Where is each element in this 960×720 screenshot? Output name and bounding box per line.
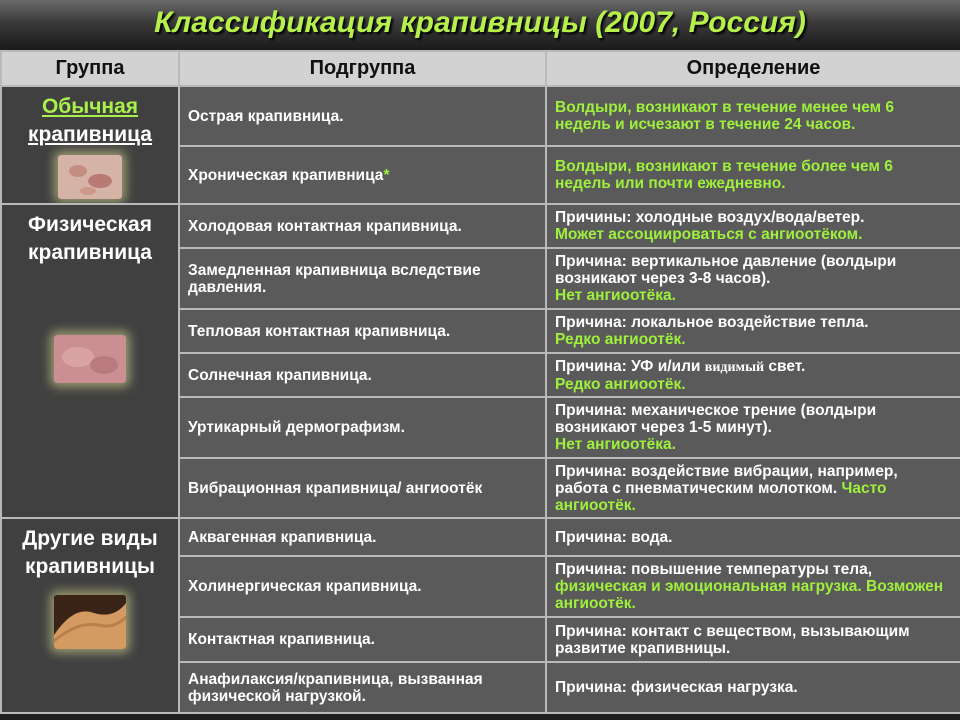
group-cell-physical [1, 204, 179, 518]
definition-text: Может ассоциироваться с ангиоотёком. [555, 226, 863, 243]
subgroup-cell [179, 617, 546, 662]
definition-text: свет. [768, 357, 806, 375]
footnote-mark: * [383, 166, 390, 184]
subgroup-text: Анафилаксия/крапивница, вызванная физической нагрузкой. [188, 670, 483, 705]
subgroup-text: Острая крапивница. [188, 107, 344, 125]
subgroup-cell [179, 353, 546, 397]
subgroup-cell [179, 146, 546, 204]
definition-text: Причина: воздействие вибрации, например, работа с пневматическим молотком. [555, 462, 898, 497]
definition-cell [546, 662, 960, 713]
subgroup-cell [179, 86, 546, 146]
subgroup-text: Контактная крапивница. [188, 631, 375, 648]
definition-text: Причина: вода. [555, 528, 673, 546]
arm-skin-thumbnail [54, 595, 126, 649]
group-label-line1[interactable]: Обычная [41, 95, 139, 118]
table-row [1, 86, 960, 146]
definition-text: Причина: УФ и/или [555, 357, 701, 375]
definition-cell [546, 556, 960, 617]
subgroup-text: Аквагенная крапивница. [188, 528, 377, 546]
definition-text: физическая и эмоциональная нагрузка. Возможен ангиоотёк. [555, 578, 944, 612]
subgroup-cell [179, 662, 546, 713]
subgroup-cell [179, 248, 546, 309]
skin-rash-thumbnail [58, 155, 122, 199]
subgroup-cell [179, 518, 546, 556]
definition-text: Часто ангиоотёк. [555, 479, 887, 514]
definition-text: видимый [704, 359, 765, 375]
definition-cell [546, 353, 960, 397]
definition-text: Причина: механическое трение (волдыри возникают через 1-5 минут). [555, 402, 877, 436]
definition-cell [546, 204, 960, 248]
table-row [1, 518, 960, 556]
definition-text: Нет ангиоотёка. [555, 287, 676, 304]
definition-cell [546, 617, 960, 662]
slide-title: Классификация крапивницы (2007, Россия) [154, 6, 806, 39]
group-cell-other [1, 518, 179, 713]
definition-text: Волдыри, возникают в течение менее чем 6 недель и исчезают в течение 24 часов. [555, 99, 895, 133]
definition-text: Волдыри, возникают в течение более чем 6 недель или почти ежедневно. [555, 158, 893, 192]
group-label-line1: Другие виды [22, 527, 158, 550]
group-label-line2: крапивницы [25, 555, 155, 578]
definition-cell [546, 146, 960, 204]
subgroup-cell [179, 397, 546, 458]
subgroup-text: Солнечная крапивница. [188, 366, 372, 384]
header-subgroup: Подгруппа [179, 51, 546, 86]
subgroup-text: Холодовая контактная крапивница. [188, 217, 462, 235]
definition-text: Причина: физическая нагрузка. [555, 679, 798, 696]
subgroup-text: Замедленная крапивница вследствие давления. [188, 261, 481, 296]
subgroup-text: Тепловая контактная крапивница. [188, 322, 451, 340]
definition-text: Редко ангиоотёк. [555, 331, 686, 348]
subgroup-cell [179, 204, 546, 248]
definition-cell [546, 248, 960, 309]
definition-cell [546, 397, 960, 458]
definition-text: Редко ангиоотёк. [555, 375, 686, 393]
subgroup-text: Вибрационная крапивница/ ангиоотёк [188, 479, 483, 497]
classification-table [0, 50, 960, 714]
group-cell-common [1, 86, 179, 204]
definition-text: Причины: холодные воздух/вода/ветер. [555, 209, 865, 226]
definition-text: Причина: локальное воздействие тепла. [555, 314, 869, 331]
subgroup-cell [179, 458, 546, 518]
definition-text: Причина: вертикальное давление (волдыри возникают через 3-8 часов). [555, 253, 897, 287]
definition-text: Причина: контакт с веществом, вызывающим развитие крапивницы. [555, 622, 910, 657]
definition-text: Причина: повышение температуры тела, [555, 561, 873, 578]
definition-cell [546, 86, 960, 146]
group-label-line2: крапивница [28, 241, 152, 264]
subgroup-text: Уртикарный дермографизм. [188, 419, 405, 436]
subgroup-cell [179, 556, 546, 617]
table-row [1, 204, 960, 248]
definition-cell [546, 518, 960, 556]
header-group: Группа [1, 51, 179, 86]
group-label-line2[interactable]: крапивница [28, 123, 152, 146]
definition-cell [546, 309, 960, 353]
header-definition: Определение [546, 51, 960, 86]
title-bar [0, 0, 960, 50]
subgroup-text: Хроническая крапивница [188, 166, 384, 184]
definition-text: Нет ангиоотёка. [555, 436, 676, 453]
skin-redness-thumbnail [54, 335, 126, 383]
header-row [1, 51, 960, 86]
definition-cell [546, 458, 960, 518]
subgroup-cell [179, 309, 546, 353]
group-label-line1: Физическая [28, 213, 152, 236]
subgroup-text: Холинергическая крапивница. [188, 578, 422, 595]
